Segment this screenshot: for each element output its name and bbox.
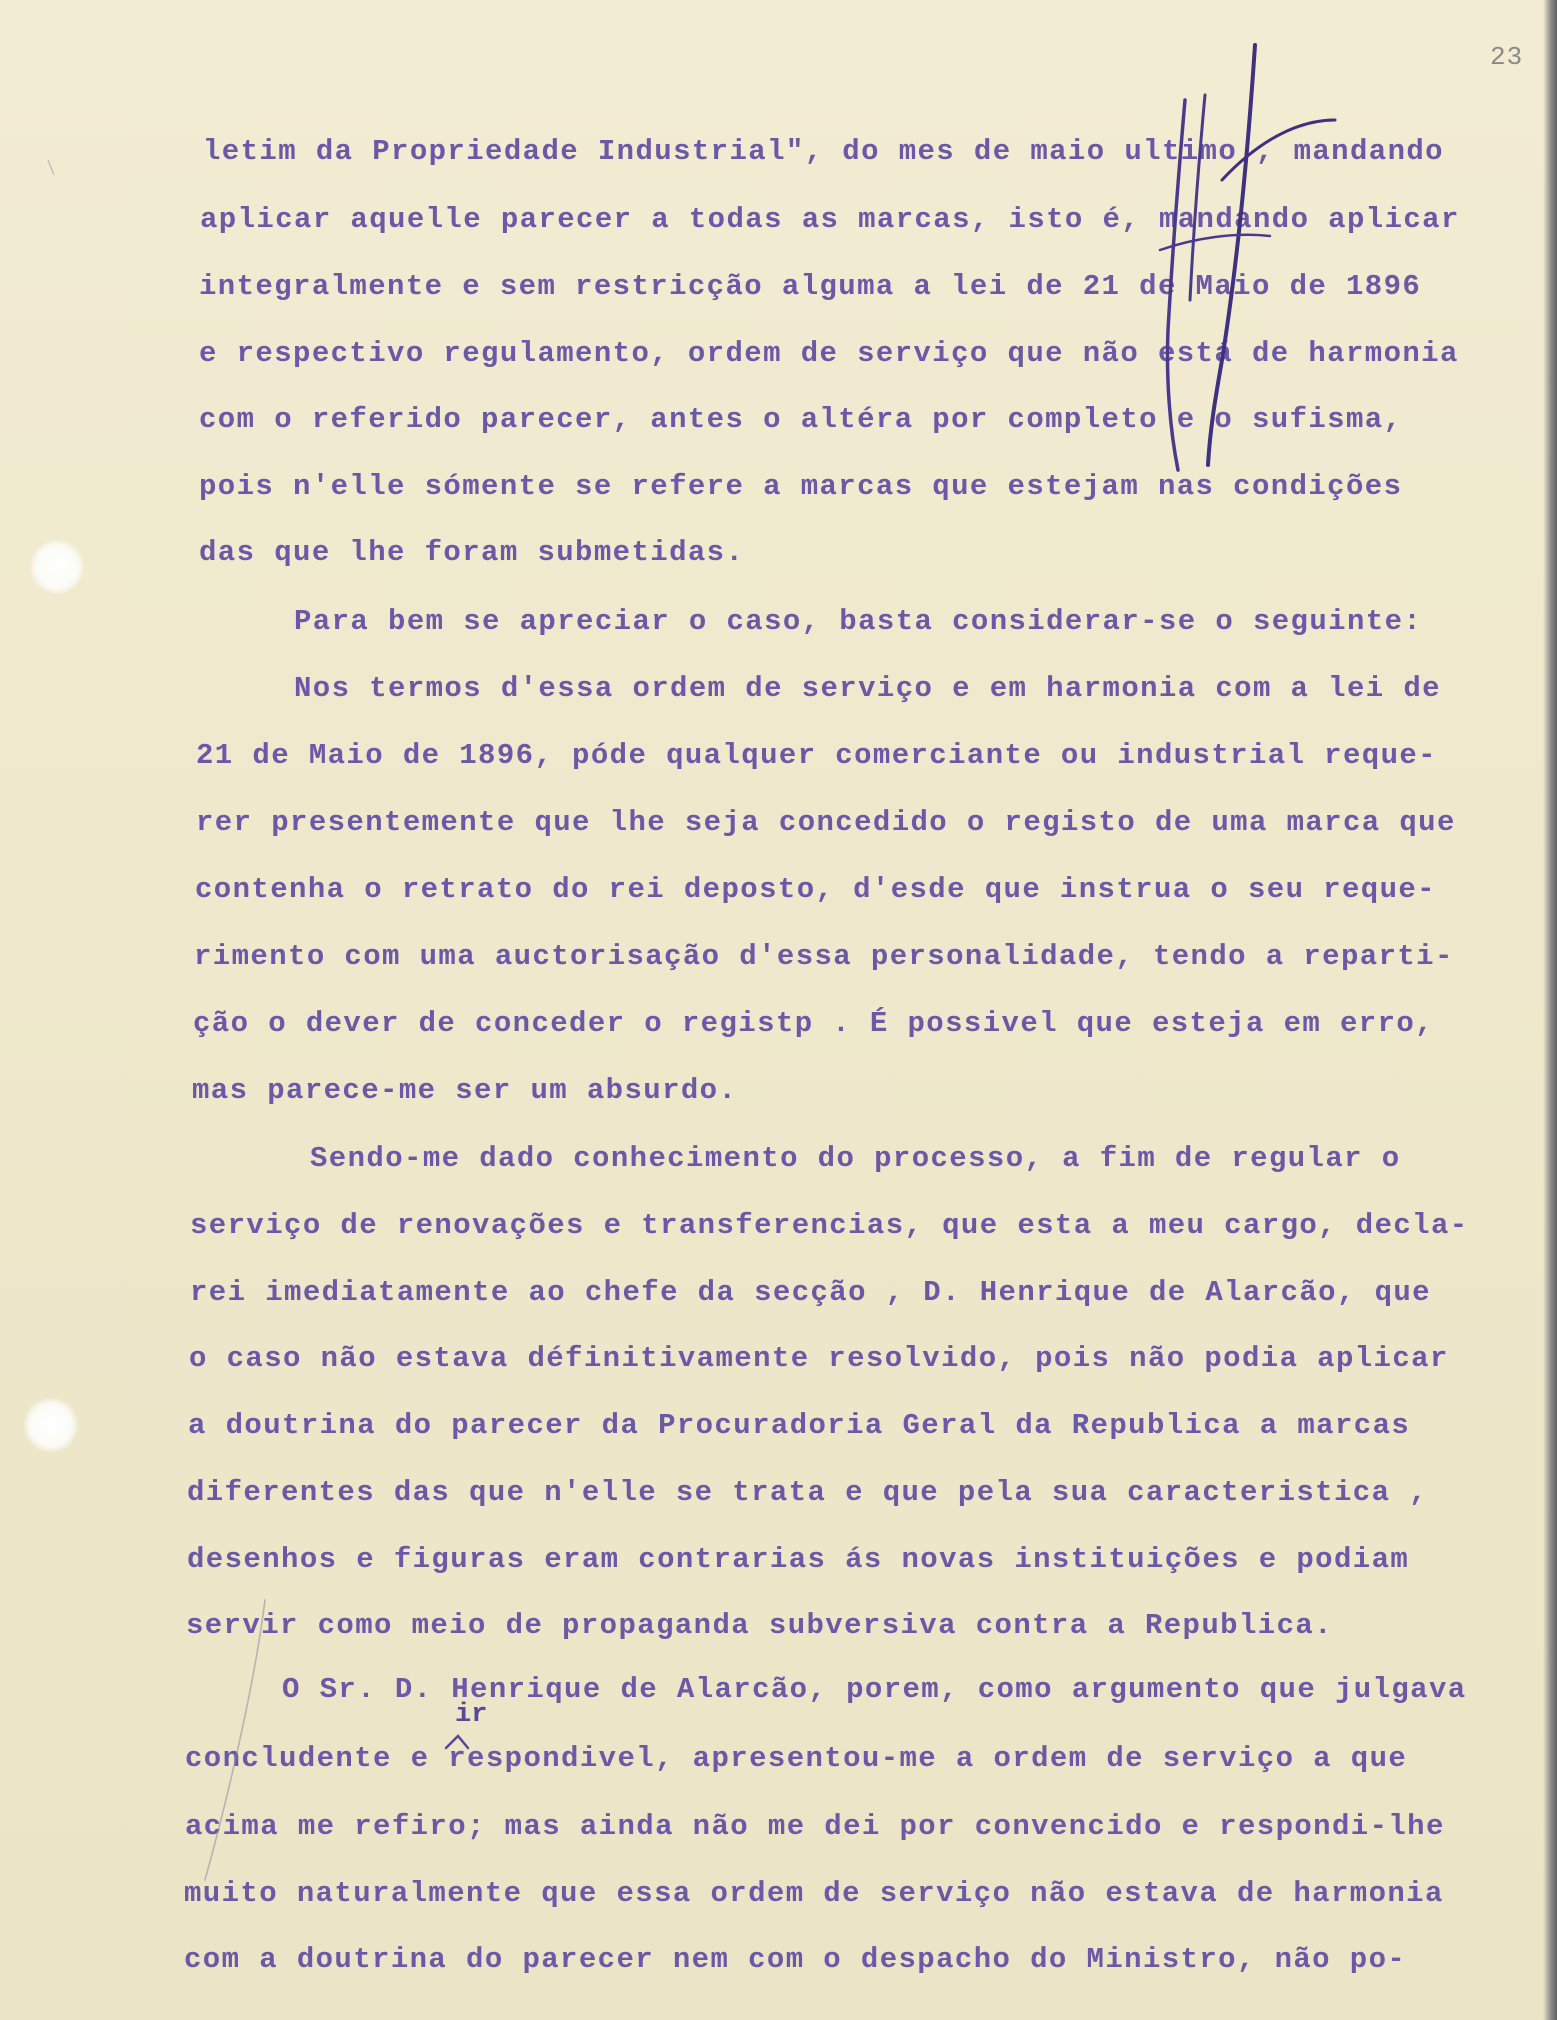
text-line: concludente e respondivel, apresentou-me a ordem de serviço a que [185,1742,1408,1775]
text-line: serviço de renovações e transferencias, que esta a meu cargo, decla- [190,1209,1469,1242]
text-line: acima me refiro; mas ainda não me dei por convencido e respondi-lhe [185,1810,1445,1843]
text-line: com a doutrina do parecer nem com o despacho do Ministro, não po- [184,1943,1407,1976]
text-line: rer presentemente que lhe seja concedido o registo de uma marca que [196,806,1456,839]
text-line: mas parece-me ser um absurdo. [192,1074,738,1107]
text-line: e respectivo regulamento, ordem de serviço que não está de harmonia [199,337,1459,370]
margin-pencil-stroke [205,1600,265,1880]
handwritten-insertion: ir [455,1700,488,1730]
text-line: com o referido parecer, antes o altéra por completo e o sufisma, [199,403,1403,436]
text-line: muito naturalmente que essa ordem de serviço não estava de harmonia [184,1877,1444,1910]
signature-stroke [1208,45,1255,465]
text-line: rimento com uma auctorisação d'essa personalidade, tendo a reparti- [194,940,1454,973]
text-line: desenhos e figuras eram contrarias ás novas instituições e podiam [187,1543,1410,1576]
text-line: pois n'elle sómente se refere a marcas que estejam nas condições [199,470,1403,503]
signature-stroke [1167,100,1185,470]
text-line: a doutrina do parecer da Procuradoria Geral da Republica a marcas [188,1409,1411,1442]
insertion-caret [446,1736,468,1748]
text-line: aplicar aquelle parecer a todas as marcas, isto é, mandando aplicar [200,203,1460,236]
text-line: 21 de Maio de 1896, póde qualquer comerciante ou industrial reque- [196,739,1437,772]
text-line: letim da Propriedade Industrial", do mes de maio ultimo , mandando [203,135,1444,168]
text-line: integralmente e sem restricção alguma a lei de 21 de Maio de 1896 [199,270,1422,303]
margin-speck [48,160,54,175]
signature-stroke [1222,120,1335,180]
text-line: rei imediatamente ao chefe da secção , D. Henrique de Alarcão, que [190,1276,1431,1309]
text-line: ção o dever de conceder o registp . É possivel que esteja em erro, [193,1007,1434,1040]
text-line: Sendo-me dado conhecimento do processo, a fim de regular o [310,1142,1401,1175]
text-line: o caso não estava définitivamente resolvido, pois não podia aplicar [189,1342,1449,1375]
text-line: contenha o retrato do rei deposto, d'esde que instrua o seu reque- [195,873,1436,906]
text-line: Para bem se apreciar o caso, basta considerar-se o seguinte: [294,605,1423,638]
text-line: diferentes das que n'elle se trata e que pela sua caracteristica , [187,1476,1428,1509]
text-line: servir como meio de propaganda subversiva contra a Republica. [186,1609,1333,1642]
signature-stroke [1190,95,1205,300]
text-line: O Sr. D. Henrique de Alarcão, porem, como argumento que julgava [282,1673,1467,1706]
text-line: Nos termos d'essa ordem de serviço e em harmonia com a lei de [294,672,1441,705]
text-line: das que lhe foram submetidas. [199,536,745,569]
signature-stroke [1160,235,1270,250]
page-number: 23 [1490,42,1524,72]
